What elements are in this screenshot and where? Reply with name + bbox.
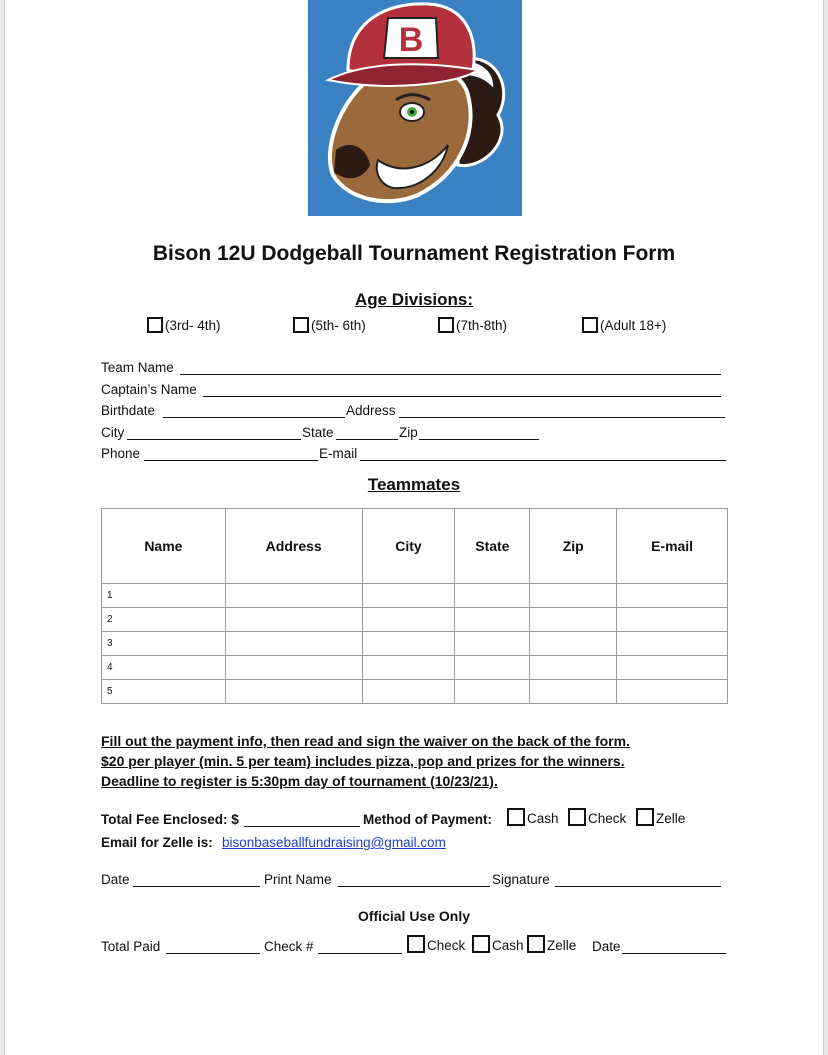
date-label: Date xyxy=(101,872,130,887)
table-cell[interactable] xyxy=(530,656,617,680)
checkbox-icon[interactable] xyxy=(568,808,586,826)
checkbox-icon[interactable] xyxy=(293,317,309,333)
checkbox-icon[interactable] xyxy=(582,317,598,333)
table-cell[interactable] xyxy=(530,584,617,608)
form-page xyxy=(4,0,824,1055)
row-number[interactable]: 1 xyxy=(102,584,226,608)
official-option-cash[interactable]: Cash xyxy=(472,935,524,953)
column-header-zip: Zip xyxy=(530,509,617,584)
address-field[interactable] xyxy=(399,417,725,418)
date-field[interactable] xyxy=(133,886,260,887)
checkbox-icon[interactable] xyxy=(147,317,163,333)
city-field[interactable] xyxy=(127,439,301,440)
state-label: State xyxy=(302,425,334,440)
payment-instructions xyxy=(101,731,630,791)
logo-letter: B xyxy=(398,21,424,59)
table-row xyxy=(102,656,728,680)
table-cell[interactable] xyxy=(617,608,728,632)
total-fee-label: Total Fee Enclosed: $ xyxy=(101,812,239,827)
print-name-field[interactable] xyxy=(338,886,490,887)
signature-label: Signature xyxy=(492,872,550,887)
table-cell[interactable] xyxy=(362,656,455,680)
column-header-email: E-mail xyxy=(617,509,728,584)
zip-field[interactable] xyxy=(419,439,539,440)
row-number[interactable]: 3 xyxy=(102,632,226,656)
table-cell[interactable] xyxy=(362,608,455,632)
city-label: City xyxy=(101,425,125,440)
table-cell[interactable] xyxy=(455,632,530,656)
row-number[interactable]: 2 xyxy=(102,608,226,632)
row-number[interactable]: 5 xyxy=(102,680,226,704)
state-field[interactable] xyxy=(336,439,398,440)
team-name-field[interactable] xyxy=(180,374,721,375)
table-cell[interactable] xyxy=(617,680,728,704)
table-cell[interactable] xyxy=(225,632,362,656)
checkbox-icon[interactable] xyxy=(407,935,425,953)
official-option-check[interactable]: Check xyxy=(407,935,465,953)
official-date-label: Date xyxy=(592,939,621,954)
table-cell[interactable] xyxy=(530,680,617,704)
table-cell[interactable] xyxy=(617,656,728,680)
total-paid-label: Total Paid xyxy=(101,939,161,954)
payment-line-1: Fill out the payment info, then read and sign the waiver on the back of the form. xyxy=(101,733,630,749)
zip-label: Zip xyxy=(399,425,418,440)
table-cell[interactable] xyxy=(455,656,530,680)
captain-name-field[interactable] xyxy=(203,396,721,397)
column-header-address: Address xyxy=(225,509,362,584)
payment-option-cash[interactable]: Cash xyxy=(507,808,559,826)
email-label: E-mail xyxy=(319,446,358,461)
checkbox-icon[interactable] xyxy=(636,808,654,826)
row-number[interactable]: 4 xyxy=(102,656,226,680)
total-fee-field[interactable] xyxy=(244,826,360,827)
table-cell[interactable] xyxy=(362,632,455,656)
total-paid-field[interactable] xyxy=(166,953,260,954)
table-cell[interactable] xyxy=(225,656,362,680)
payment-line-2: $20 per player (min. 5 per team) includes pizza, pop and prizes for the winners. xyxy=(101,753,625,769)
captain-name-label: Captain’s Name xyxy=(101,382,197,397)
checkbox-icon[interactable] xyxy=(438,317,454,333)
method-of-payment-label: Method of Payment: xyxy=(363,812,493,827)
division-option-7-8[interactable]: (7th-8th) xyxy=(438,317,507,333)
official-use-heading: Official Use Only xyxy=(357,908,471,924)
column-header-name: Name xyxy=(102,509,226,584)
team-name-label: Team Name xyxy=(101,360,174,375)
column-header-city: City xyxy=(362,509,455,584)
table-cell[interactable] xyxy=(362,680,455,704)
table-cell[interactable] xyxy=(455,584,530,608)
table-cell[interactable] xyxy=(617,632,728,656)
email-field[interactable] xyxy=(360,460,726,461)
phone-label: Phone xyxy=(101,446,141,461)
signature-field[interactable] xyxy=(555,886,721,887)
table-header-row xyxy=(102,509,728,584)
table-row xyxy=(102,608,728,632)
teammates-table xyxy=(101,508,728,704)
table-row xyxy=(102,632,728,656)
table-cell[interactable] xyxy=(530,608,617,632)
table-cell[interactable] xyxy=(362,584,455,608)
payment-line-3: Deadline to register is 5:30pm day of tournament (10/23/21). xyxy=(101,773,498,789)
check-number-label: Check # xyxy=(264,939,314,954)
table-row xyxy=(102,584,728,608)
checkbox-icon[interactable] xyxy=(472,935,490,953)
official-date-field[interactable] xyxy=(622,953,726,954)
zelle-email-label: Email for Zelle is: xyxy=(101,835,213,850)
form-title: Bison 12U Dodgeball Tournament Registration Form xyxy=(152,242,676,265)
table-cell[interactable] xyxy=(225,584,362,608)
official-option-zelle[interactable]: Zelle xyxy=(527,935,576,953)
table-cell[interactable] xyxy=(455,608,530,632)
birthdate-label: Birthdate xyxy=(101,403,156,418)
division-option-3-4[interactable]: (3rd- 4th) xyxy=(147,317,221,333)
bison-logo xyxy=(308,0,522,216)
checkbox-icon[interactable] xyxy=(507,808,525,826)
table-cell[interactable] xyxy=(530,632,617,656)
address-label: Address xyxy=(346,403,396,418)
birthdate-field[interactable] xyxy=(163,417,345,418)
division-option-5-6[interactable]: (5th- 6th) xyxy=(293,317,366,333)
column-header-state: State xyxy=(455,509,530,584)
teammates-heading: Teammates xyxy=(367,475,461,494)
payment-option-check[interactable]: Check xyxy=(568,808,626,826)
table-cell[interactable] xyxy=(225,608,362,632)
table-cell[interactable] xyxy=(225,680,362,704)
payment-option-zelle[interactable]: Zelle xyxy=(636,808,685,826)
phone-field[interactable] xyxy=(144,460,318,461)
table-row xyxy=(102,680,728,704)
check-number-field[interactable] xyxy=(318,953,402,954)
checkbox-icon[interactable] xyxy=(527,935,545,953)
zelle-email-link[interactable]: bisonbaseballfundraising@gmail.com xyxy=(222,835,446,850)
print-name-label: Print Name xyxy=(264,872,332,887)
table-cell[interactable] xyxy=(455,680,530,704)
division-option-adult[interactable]: (Adult 18+) xyxy=(582,317,666,333)
age-divisions-heading: Age Divisions: xyxy=(354,290,474,309)
table-cell[interactable] xyxy=(617,584,728,608)
